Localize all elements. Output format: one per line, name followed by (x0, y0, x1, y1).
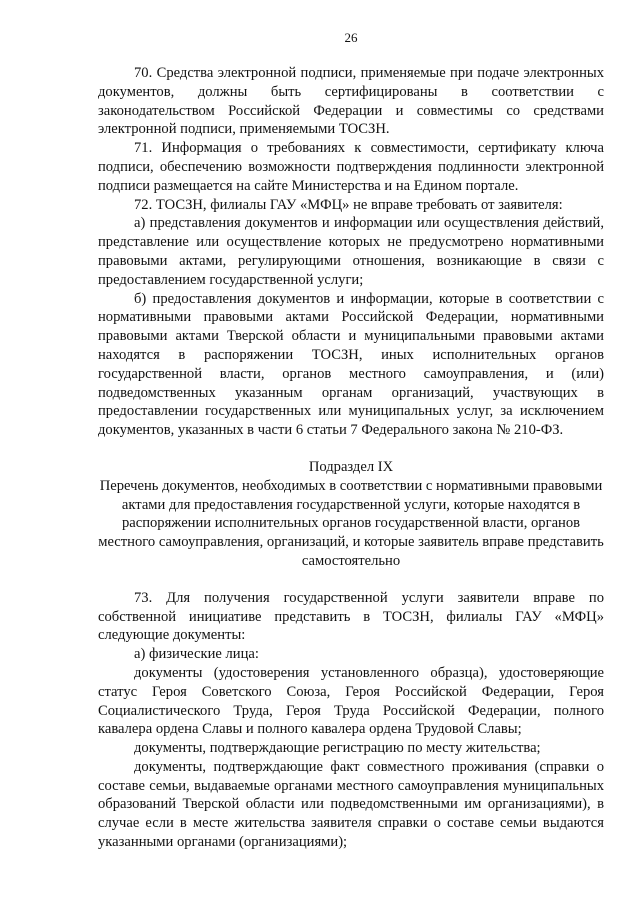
paragraph-72-b: б) предоставления документов и информации, которые в соответствии с нормативными правовыми актами Российской Федерации, нормативными правовыми актами Тверской области и муниципальными правовыми актами находятся в распоряжении ТОСЗН, иных исполнительных органов государственной власти, органов местного самоуправления, и (или) подведомственных указанным органам организаций, участвующих в предоставлении государственных или муниципальных услуг, за исключением документов, указанных в части 6 статьи 7 Федерального закона № 210-ФЗ. (98, 290, 604, 439)
paragraphs-bottom (98, 589, 604, 852)
paragraph-70: 70. Средства электронной подписи, применяемые при подаче электронных документов, должны быть сертифицированы в соответствии с законодательством Российской Федерации и совместимы со средствами электронной подписи, применяемыми ТОСЗН. (98, 65, 604, 138)
paragraph-73: 73. Для получения государственной услуги заявители вправе по собственной инициативе представить в ТОСЗН, филиалы ГАУ «МФЦ» следующие документы: (98, 589, 604, 644)
paragraph-73-a-3: документы, подтверждающие факт совместного проживания (справки о составе семьи, выдаваемые органами местного самоуправления муниципальных образований Тверской области или подведомственными им организациями), в случае если в месте жительства заявителя справки о составе семьи выдаются указанными органами (организациями); (98, 758, 604, 851)
document-page (98, 30, 604, 852)
paragraph-72: 72. ТОСЗН, филиалы ГАУ «МФЦ» не вправе требовать от заявителя: (134, 196, 563, 213)
page-number: 26 (344, 30, 358, 45)
subsection-heading: Перечень документов, необходимых в соответствии с нормативными правовыми актами для предоставления государственной услуги, которые находятся в распоряжении исполнительных органов государственной власти, органов местного самоуправления, организаций, и которые заявитель вправе представить самостоятельно (98, 477, 604, 569)
paragraphs-top (98, 64, 604, 440)
paragraph-73-a-1: документы (удостоверения установленного образца), удостоверяющие статус Героя Советского Союза, Героя Российской Федерации, Героя Социалистического Труда, Героя Труда Российской Федерации, полного кавалера ордена Славы и полного кавалера ордена Трудовой Славы; (98, 664, 604, 738)
subsection-label: Подраздел IX (308, 458, 394, 475)
paragraph-72-a: а) представления документов и информации или осуществления действий, представление или осуществление которых не предусмотрено нормативными правовыми актами, регулирующими отношения, возникающие в связи с предоставлением государственной услуги; (98, 215, 604, 288)
paragraph-73-a: а) физические лица: (134, 646, 259, 663)
spacer (98, 571, 604, 589)
paragraph-71: 71. Информация о требованиях к совместимости, сертификату ключа подписи, обеспечению возможности подтверждения подлинности электронной подписи размещается на сайте Министерства и на Едином портале. (98, 140, 604, 194)
spacer (98, 440, 604, 458)
paragraph-73-a-2: документы, подтверждающие регистрацию по месту жительства; (134, 740, 541, 757)
